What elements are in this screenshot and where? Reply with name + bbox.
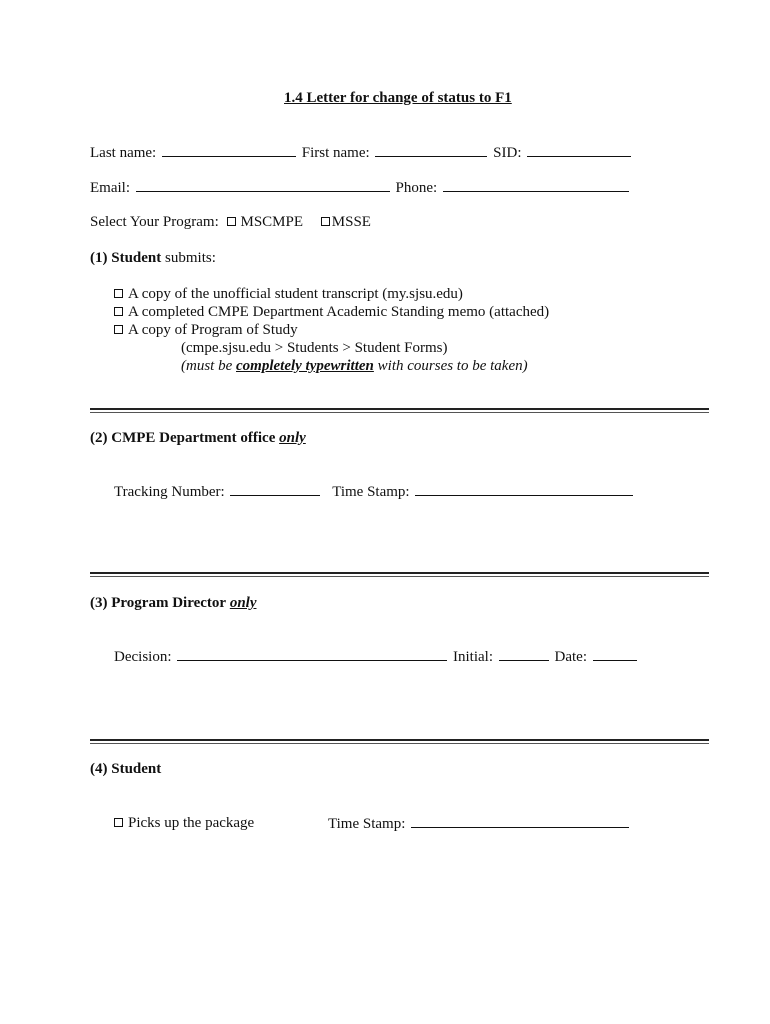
date-label: Date: xyxy=(554,649,587,665)
phone-label: Phone: xyxy=(395,180,438,196)
pickup-timestamp-field[interactable] xyxy=(411,815,629,828)
submit-item-memo: A completed CMPE Department Academic Standing memo (attached) xyxy=(114,304,549,321)
mscmpe-label: MSCMPE xyxy=(240,214,304,230)
page-title: 1.4 Letter for change of status to F1 xyxy=(284,90,512,106)
pickup-timestamp-row xyxy=(328,815,631,833)
msse-label: MSSE xyxy=(331,214,371,230)
section-divider xyxy=(90,408,709,413)
initial-label: Initial: xyxy=(453,649,493,665)
last-name-label: Last name: xyxy=(90,145,157,161)
first-name-label: First name: xyxy=(301,145,370,161)
section1-heading: (1) Student submits: xyxy=(90,250,216,266)
memo-checkbox[interactable] xyxy=(114,307,123,316)
contact-row xyxy=(90,179,631,197)
program-of-study-checkbox[interactable] xyxy=(114,325,123,334)
email-label: Email: xyxy=(90,180,130,196)
section-divider xyxy=(90,572,709,577)
sid-field[interactable] xyxy=(527,144,631,157)
msse-checkbox[interactable] xyxy=(321,217,330,226)
pickup-row xyxy=(114,815,254,832)
pickup-label: Picks up the package xyxy=(128,815,255,831)
decision-row xyxy=(114,648,639,666)
program-row xyxy=(90,214,371,231)
submit-item-program-of-study: A copy of Program of Study xyxy=(114,322,298,339)
name-row xyxy=(90,144,633,162)
sid-label: SID: xyxy=(493,145,522,161)
forms-path-note: (cmpe.sjsu.edu > Students > Student Forms) xyxy=(181,340,448,356)
date-field[interactable] xyxy=(593,648,637,661)
pickup-checkbox[interactable] xyxy=(114,818,123,827)
decision-field[interactable] xyxy=(177,648,447,661)
typewritten-note: (must be completely typewritten with courses to be taken) xyxy=(181,358,528,374)
last-name-field[interactable] xyxy=(162,144,296,157)
timestamp-field[interactable] xyxy=(415,483,633,496)
decision-label: Decision: xyxy=(114,649,172,665)
submit-item-transcript: A copy of the unofficial student transcript (my.sjsu.edu) xyxy=(114,286,463,303)
tracking-label: Tracking Number: xyxy=(114,484,225,500)
tracking-field[interactable] xyxy=(230,483,320,496)
section2-heading: (2) CMPE Department office only xyxy=(90,430,306,446)
first-name-field[interactable] xyxy=(375,144,487,157)
phone-field[interactable] xyxy=(443,179,629,192)
initial-field[interactable] xyxy=(499,648,549,661)
pickup-timestamp-label: Time Stamp: xyxy=(328,816,406,832)
program-label: Select Your Program: xyxy=(90,214,219,230)
timestamp-label: Time Stamp: xyxy=(332,484,410,500)
tracking-row xyxy=(114,483,635,501)
mscmpe-checkbox[interactable] xyxy=(227,217,236,226)
section-divider xyxy=(90,739,709,744)
email-field[interactable] xyxy=(136,179,390,192)
section4-heading: (4) Student xyxy=(90,761,162,777)
section3-heading: (3) Program Director only xyxy=(90,595,257,611)
transcript-checkbox[interactable] xyxy=(114,289,123,298)
